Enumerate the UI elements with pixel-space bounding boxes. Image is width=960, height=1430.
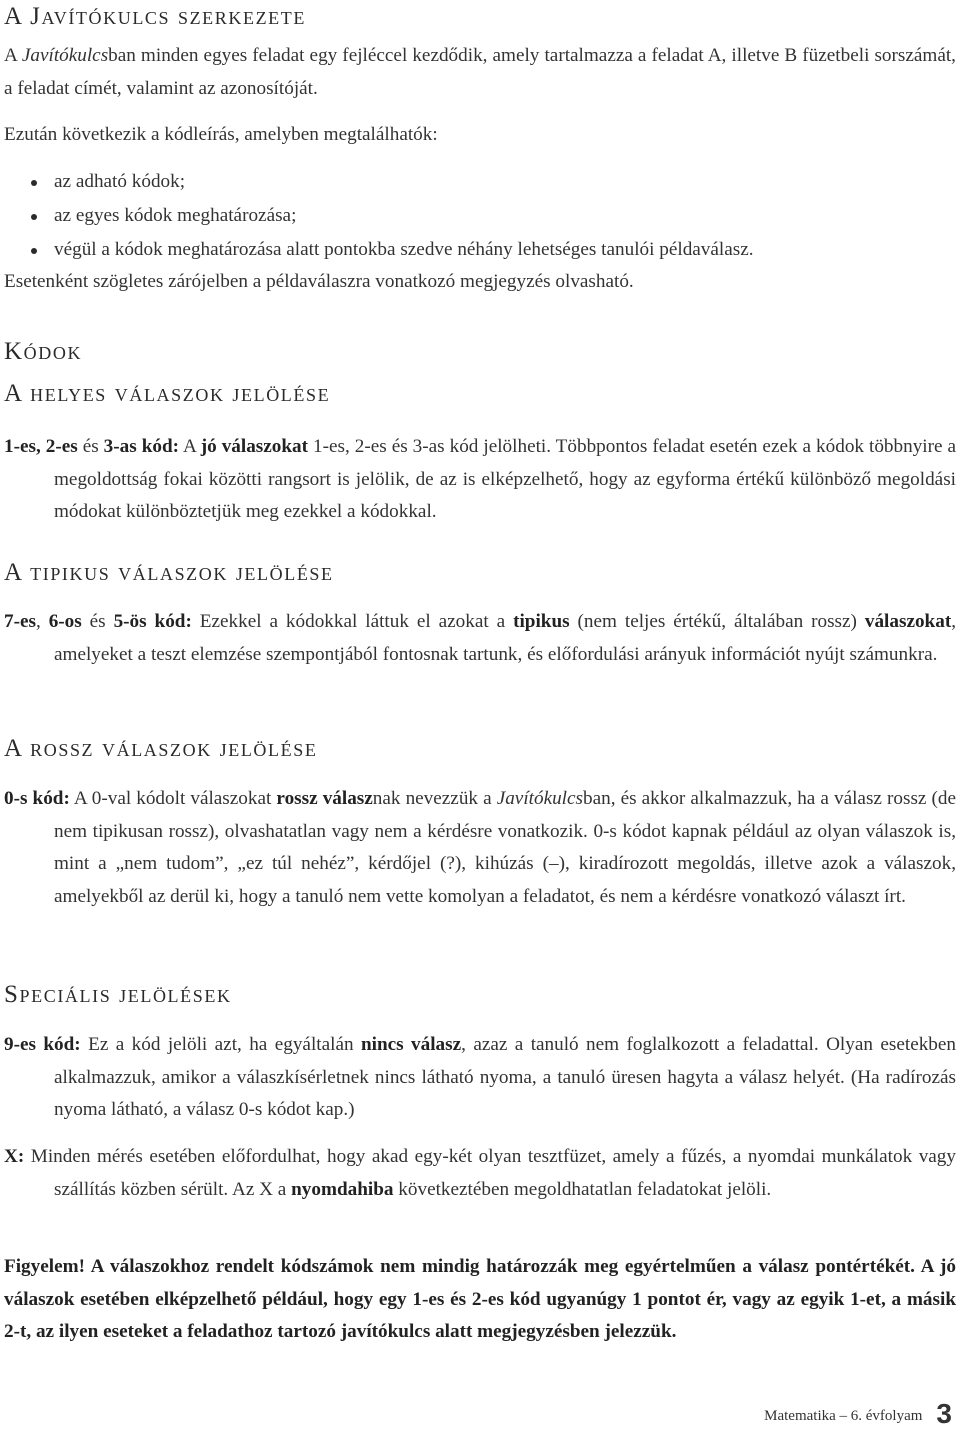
page-footer (764, 1398, 952, 1430)
footer-subject: Matematika – 6. évfolyam (764, 1408, 923, 1424)
section-title-correct: A helyes válaszok jelölése (4, 380, 331, 407)
section-title-structure: A Javítókulcs szerkezete (4, 3, 306, 30)
notice-paragraph: Figyelem! A válaszokhoz rendelt kódszámok nem mindig határozzák meg egyértelműen a válasz pontértékét. A jó válaszok esetében elképzelhető például, hogy egy 1-es és 2-es kód ugyanúgy 1 pontot ér, vagy az egyik 1-et, a másik 2-t, az ilyen eseteket a feladathoz tartozó javítókulcs alatt megjegyzésben jelezzük. (4, 1256, 956, 1342)
typical-answers-paragraph: 7-es, 6-os és 5-ös kód: Ezekkel a kódokkal láttuk el azokat a tipikus (nem teljes értékű, általában rossz) válaszokat, amelyeket a teszt elemzése szempontjából fontosnak tartunk, és előfordulási arányuk információt nyújt számunkra. (4, 611, 956, 665)
wrong-answers-paragraph: 0-s kód: A 0-val kódolt válaszokat rossz válasznak nevezzük a Javítókulcsban, és akkor alkalmazzuk, ha a válasz rossz (de nem tipikusan rossz), olvashatatlan vagy nem a kérdésre vonatkozik. 0-s kódot kapnak például az olyan válaszok is, mint a „nem tudom”, „ez túl nehéz”, kérdőjel (?), kihúzás (–), kiradírozott megoldás, illetve azok a válaszok, amelyekből az derül ki, hogy a tanuló nem vette komolyan a feladatot, és nem a kérdésre vonatkozó választ írt. (4, 788, 957, 907)
list-item: az egyes kódok meghatározása; (4, 199, 754, 233)
list-item: végül a kódok meghatározása alatt pontokba szedve néhány lehetséges tanulói példaválasz. (4, 233, 754, 267)
section-title-typical: A tipikus válaszok jelölése (4, 559, 334, 586)
code-9-paragraph: 9-es kód: Ez a kód jelöli azt, ha egyáltalán nincs válasz, azaz a tanuló nem foglalkozott a feladattal. Olyan esetekben alkalmazzuk, amikor a válaszkísérletnek nincs látható nyoma, a tanuló üresen hagyta a válasz helyét. (Ha radírozás nyoma látható, a válasz 0-s kódot kap.) (4, 1034, 957, 1120)
bullet-icon (31, 180, 37, 186)
page-number: 3 (936, 1398, 952, 1429)
code-x-paragraph: X: Minden mérés esetében előfordulhat, hogy akad egy-két olyan tesztfüzet, amely a fűzés, a nyomdai munkálatok vagy szállítás közben sérült. Az X a nyomdahiba következtében megoldhatatlan feladatokat jelöli. (4, 1146, 956, 1200)
section-title-codes: Kódok (4, 338, 83, 365)
section-title-wrong: A rossz válaszok jelölése (4, 735, 318, 762)
code-description-list (4, 165, 754, 267)
intro-paragraph-1: A Javítókulcsban minden egyes feladat egy fejléccel kezdődik, amely tartalmazza a feladat A, illetve B füzetbeli sorszámát, a feladat címét, valamint az azonosítóját. (4, 45, 956, 99)
correct-answers-paragraph: 1-es, 2-es és 3-as kód: A jó válaszokat 1-es, 2-es és 3-as kód jelölheti. Többpontos feladat esetén ezek a kódok többnyire a megoldottság fokai közötti rangsort is jelölik, de az is elképzelhető, hogy az egyforma értékű különböző megoldási módokat különböztetjük meg ezekkel a kódokkal. (4, 436, 957, 522)
intro-paragraph-2: Ezután következik a kódleírás, amelyben megtalálhatók: (4, 124, 438, 145)
section-title-special: Speciális jelölések (4, 981, 232, 1008)
intro-paragraph-3: Esetenként szögletes zárójelben a példaválaszra vonatkozó megjegyzés olvasható. (4, 271, 634, 292)
bullet-icon (31, 214, 37, 220)
list-item: az adható kódok; (4, 165, 754, 199)
bullet-icon (31, 248, 37, 254)
